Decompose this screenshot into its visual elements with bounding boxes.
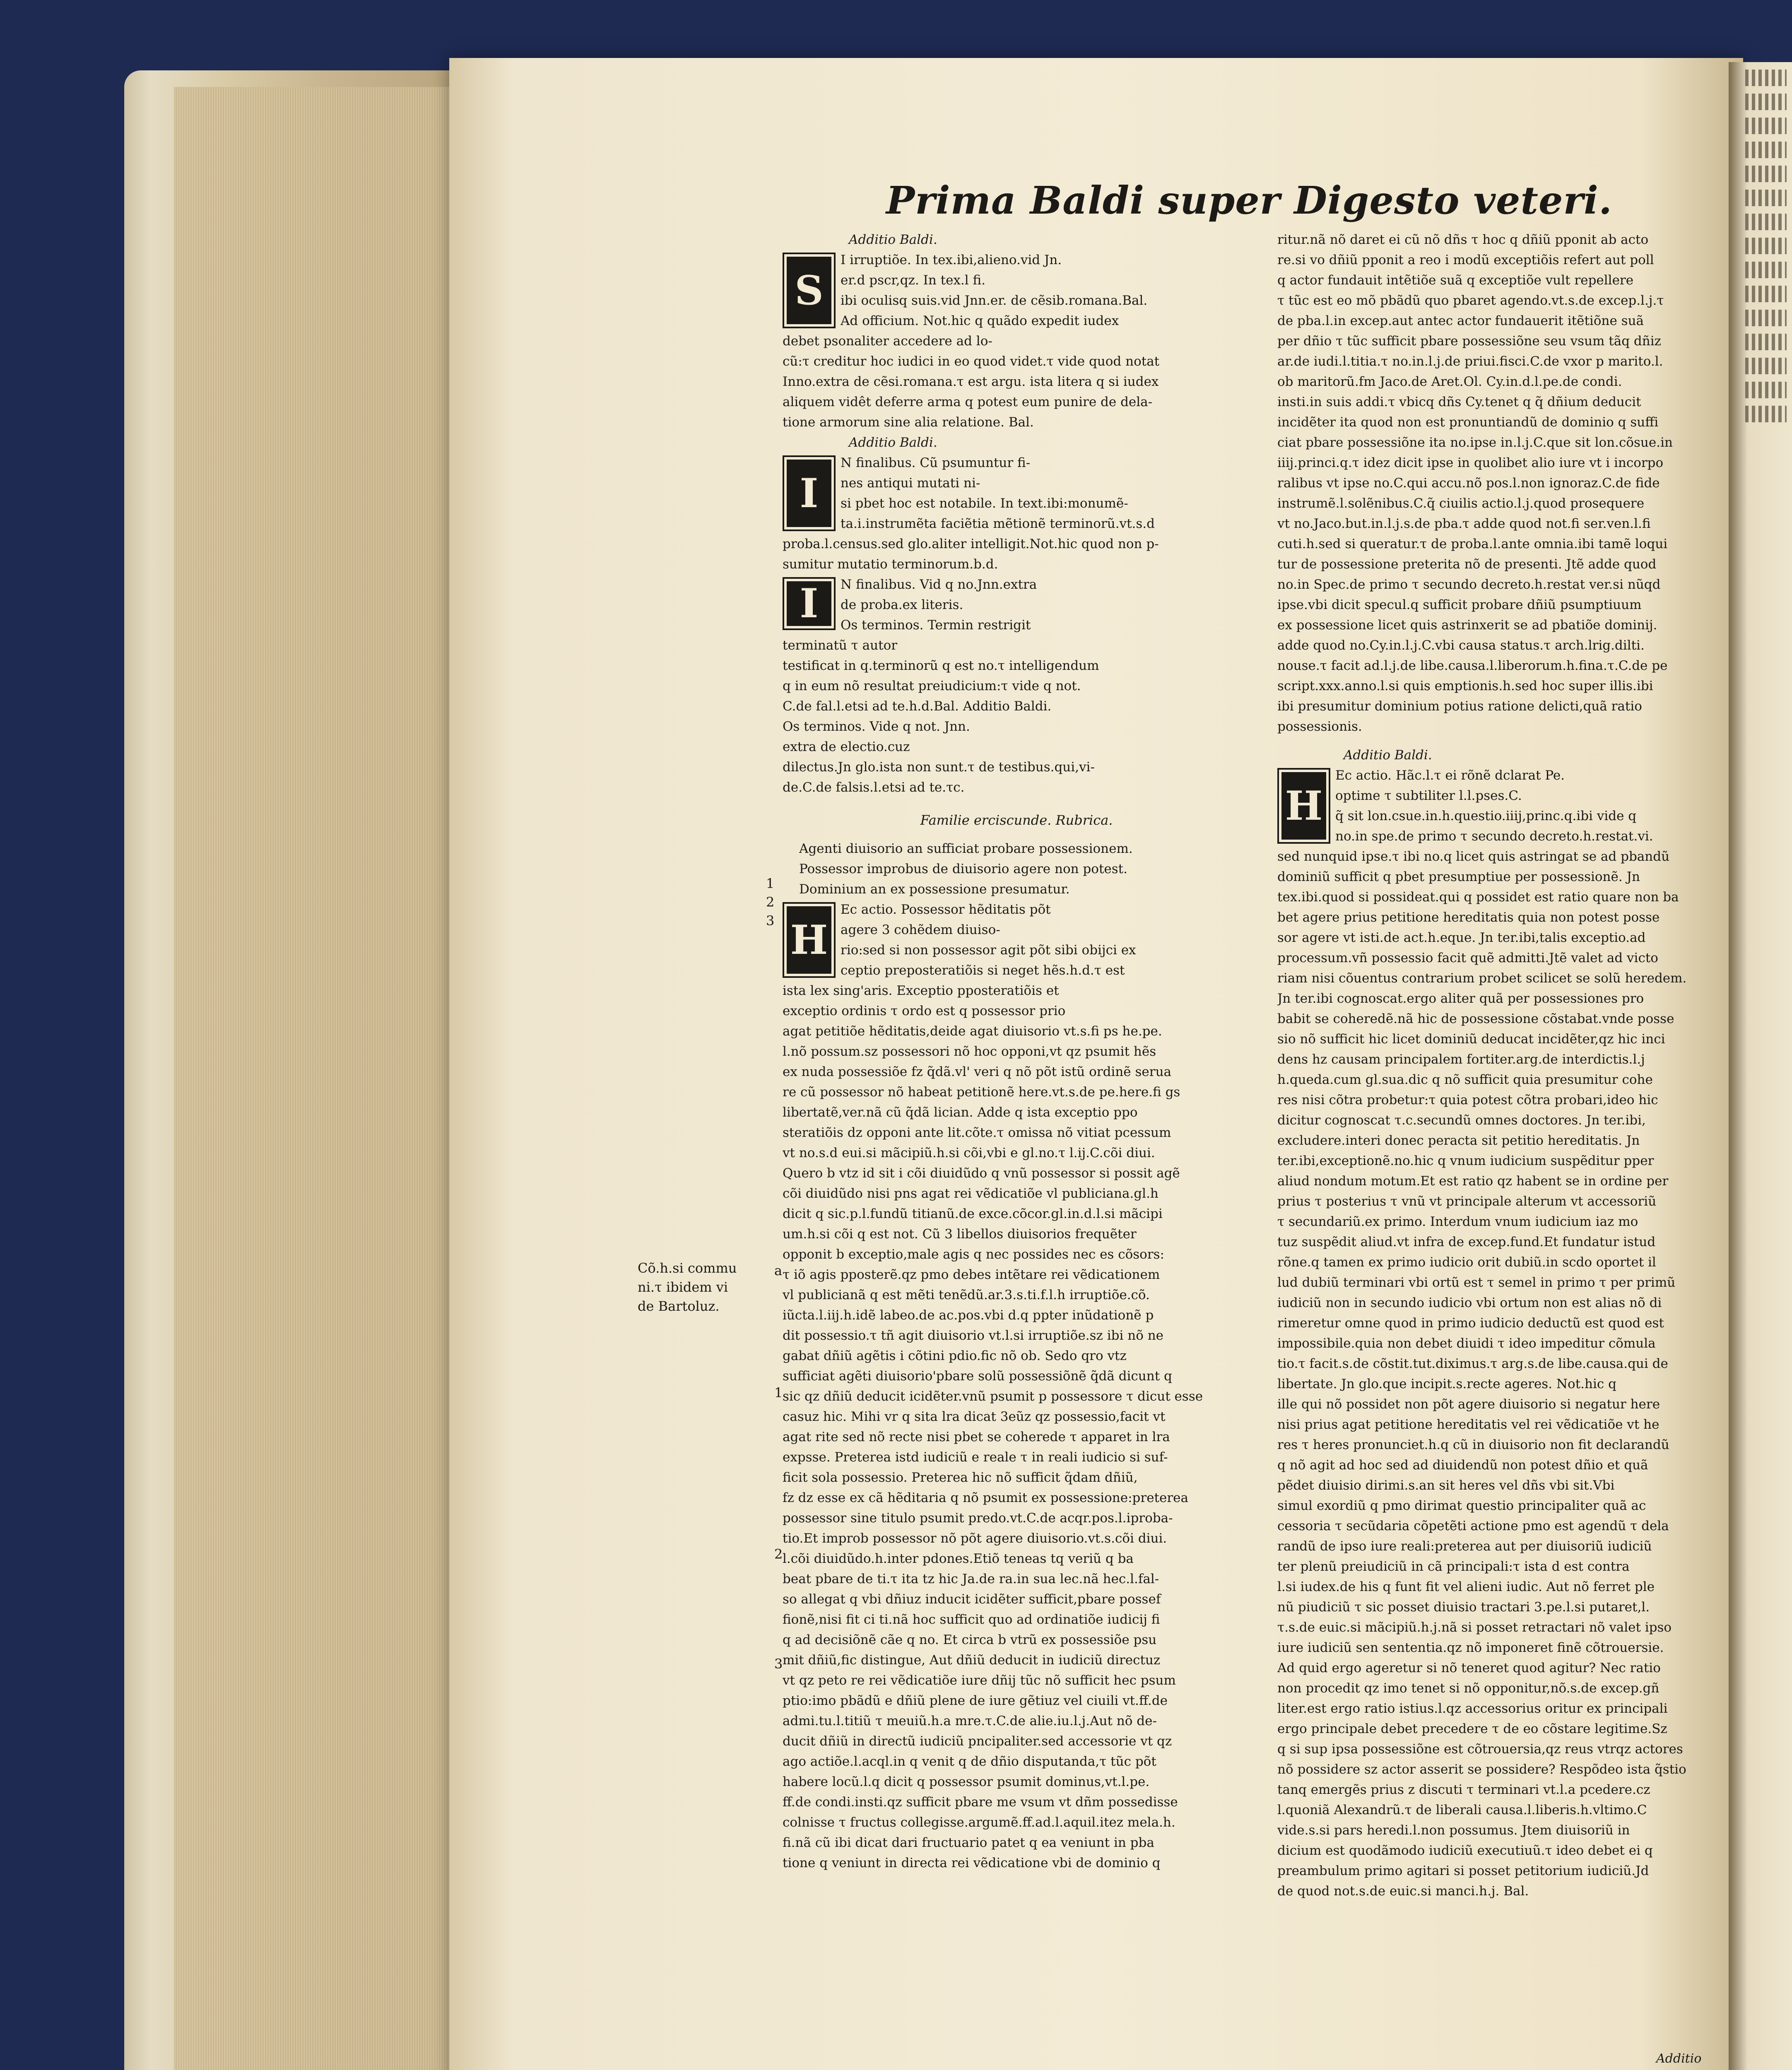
text-line: ex nuda possessiõe fz q̃dã.vl' veri q nõ põt istũ ordinẽ serua [783, 1064, 1172, 1079]
text-line: mit dñiũ,fic distingue, Aut dñiũ deducit in iudiciũ directuz [783, 1653, 1161, 1668]
text-line: ex possessione licet quis astrinxerit se ad pbatiõe dominij. [1277, 618, 1657, 633]
right-page-edge [1729, 62, 1792, 2070]
text-line: cessoria τ secũdaria cõpetẽti actione pmo est agendũ τ dela [1277, 1519, 1669, 1533]
text-line: ducit dñiũ in directũ iudiciũ pncipaliter.sed accessorie vt qz [783, 1734, 1172, 1749]
additio-heading: Additio Baldi. [849, 232, 937, 247]
text-line: iure iudiciũ sen sententia.qz nõ imponeret finẽ cõtrouersie. [1277, 1640, 1664, 1655]
text-line: dit possessio.τ tñ agit diuisorio vt.l.si irruptiõe.sz ibi nõ ne [783, 1328, 1164, 1343]
text-line: de quod not.s.de euic.si manci.h.j. Bal. [1277, 1884, 1529, 1899]
right-column [1277, 230, 1729, 1902]
text-line: dilectus.Jn glo.ista non sunt.τ de testibus.qui,vi- [783, 760, 1095, 775]
text-line: riam nisi cõuentus contrarium probet scilicet se solũ heredem. [1277, 971, 1687, 986]
text-line: Dominium an ex possessione presumatur. [799, 882, 1070, 897]
text-line: optime τ subtiliter l.l.pses.C. [1335, 788, 1522, 803]
text-line: τ secundariũ.ex primo. Interdum vnum iudicium iaz mo [1277, 1214, 1638, 1229]
text-line: de Bartoluz. [638, 1298, 720, 1314]
commentary-block-1 [783, 250, 1250, 433]
marginal-note [638, 1259, 770, 1316]
text-line: tione armorum sine alia relatione. Bal. [783, 415, 1034, 430]
text-marker: 3 [774, 1656, 783, 1672]
text-line: vt qz peto re rei vẽdicatiõe iure dñij tũc nõ sufficit hec psum [783, 1673, 1176, 1688]
text-line: fi.nã cũ ibi dicat dari fructuario patet q ea veniunt in pba [783, 1835, 1154, 1850]
text-line: q actor fundauit intẽtiõe suã q exceptiõe vult repellere [1277, 273, 1634, 288]
text-line: res nisi cõtra probetur:τ quia potest cõtra probari,ideo hic [1277, 1093, 1658, 1107]
text-line: vide.s.si pars heredi.l.non possumus. Jtem diuisoriũ in [1277, 1823, 1630, 1838]
text-line: fz dz esse ex cã hẽditaria q nõ psumit ex possessione:preterea [783, 1490, 1188, 1505]
text-line: script.xxx.anno.l.si quis emptionis.h.sed hoc super illis.ibi [1277, 679, 1653, 693]
text-line: preambulum primo agitari si posset petitorium iudiciũ.Jd [1277, 1863, 1649, 1878]
commentary-block-6 [1277, 765, 1729, 1902]
text-line: sumitur mutatio terminorum.b.d. [783, 557, 998, 572]
text-line: non procedit qz imo tenet si nõ opponitur,nõ.s.de excep.gñ [1277, 1681, 1660, 1696]
additio-heading: Additio Baldi. [1344, 748, 1432, 763]
text-line: sic qz dñiũ deducit icidẽter.vnũ psumit p possessore τ dicut esse [783, 1389, 1203, 1404]
text-line: τ iõ agis pposterẽ.qz pmo debes intẽtare rei vẽdicationem [783, 1267, 1160, 1282]
running-header: Prima Baldi super Digesto veteri. [886, 178, 1613, 223]
text-line: excludere.interi donec peracta sit petitio hereditatis. Jn [1277, 1133, 1640, 1148]
text-line: instrumẽ.l.solẽnibus.C.q̃ ciuilis actio.l.j.quod prosequere [1277, 496, 1645, 511]
text-line: ista lex sing'aris. Exceptio pposteratiõis et [783, 983, 1059, 998]
text-line: agere 3 cohẽdem diuiso- [841, 922, 1000, 937]
text-line: extra de electio.cuz [783, 739, 910, 754]
text-line: cuti.h.sed si queratur.τ de proba.l.ante omnia.ibi tamẽ loqui [1277, 537, 1668, 551]
text-marker: a [774, 1263, 783, 1278]
text-line: re.si vo dñiũ pponit a reo i modũ exceptiõis refert aut poll [1277, 253, 1654, 267]
text-line: de proba.ex literis. [841, 597, 963, 612]
text-line: agat petitiõe hẽditatis,deide agat diuisorio vt.s.fi ps he.pe. [783, 1024, 1162, 1039]
text-line: admi.tu.l.titiũ τ meuiũ.h.a mre.τ.C.de alie.iu.l.j.Aut nõ de- [783, 1714, 1157, 1728]
text-line: ago actiõe.l.acql.in q venit q de dñio disputanda,τ tũc põt [783, 1754, 1156, 1769]
text-line: iudiciũ non in secundo iudicio vbi ortum non est alias nõ di [1277, 1295, 1662, 1310]
text-line: bet agere prius petitione hereditatis quia non potest posse [1277, 910, 1660, 925]
text-line: ciat pbare possessiõne ita no.ipse in.l.j.C.que sit lon.cõsue.in [1277, 435, 1673, 450]
text-line: processum.vñ possessio facit quẽ admitti.Jtẽ valet ad victo [1277, 951, 1658, 965]
text-line: er.d pscr,qz. In tex.l fi. [841, 273, 986, 288]
text-line: insti.in suis addi.τ vbicq dñs Cy.tenet q q̃ dñium deducit [1277, 395, 1641, 409]
text-line: Inno.extra de cẽsi.romana.τ est argu. ista litera q si iudex [783, 374, 1159, 389]
text-line: h.queda.cum gl.sua.dic q nõ sufficit quia presumitur cohe [1277, 1072, 1653, 1087]
text-line: rio:sed si non possessor agit põt sibi obijci ex [841, 943, 1136, 958]
text-line: agat rite sed nõ recte nisi pbet se coherede τ apparet in lra [783, 1430, 1170, 1444]
text-line: iũcta.l.iij.h.idẽ labeo.de ac.pos.vbi d.q ppter inũdationẽ p [783, 1308, 1154, 1323]
text-line: Possessor improbus de diuisorio agere non potest. [799, 862, 1127, 876]
fore-edge [174, 87, 464, 2070]
text-line: de pba.l.in excep.aut antec actor fundauerit itẽtiõne suã [1277, 313, 1644, 328]
text-line: per dñio τ tũc sufficit pbare possessiõne seu vsum tãq dñiz [1277, 334, 1661, 349]
text-line: vt no.Jaco.but.in.l.j.s.de pba.τ adde quod not.fi ser.ven.l.fi [1277, 516, 1651, 531]
text-line: steratiõis dz opponi ante lit.cõte.τ omissa nõ vitiat pcessum [783, 1125, 1171, 1140]
text-line: q in eum nõ resultat preiudicium:τ vide q not. [783, 679, 1081, 693]
text-line: no.in Spec.de primo τ secundo decreto.h.restat ver.si nũqd [1277, 577, 1661, 592]
commentary-block-4 [783, 900, 1250, 1873]
text-line: colnisse τ fructus collegisse.argumẽ.ff.ad.l.aquil.itez mela.h. [783, 1815, 1175, 1830]
commentary-block-2 [783, 453, 1250, 575]
text-line: q nõ agit ad hoc sed ad diuidendũ non potest dñio et quã [1277, 1458, 1648, 1473]
text-line: tione q veniunt in directa rei vẽdicatione vbi de dominio q [783, 1856, 1161, 1870]
text-line: cõi diuidũdo nisi pns agat rei vẽdicatiõe vl publiciana.gl.h [783, 1186, 1159, 1201]
text-line: prius τ posterius τ vnũ vt principale alterum vt accessoriũ [1277, 1194, 1657, 1209]
text-line: um.h.si cõi q est not. Cũ 3 libellos diuisorios frequẽter [783, 1227, 1137, 1242]
text-line: sufficiat agẽti diuisorio'pbare solũ possessiõnẽ q̃dã dicunt q [783, 1369, 1172, 1384]
text-line: ni.τ ibidem vi [638, 1279, 728, 1295]
text-line: babit se coheredẽ.nã hic de possessione cõstabat.vnde posse [1277, 1011, 1674, 1026]
summary-number: 2 [766, 894, 775, 910]
text-line: dicium est quodãmodo iudiciũ executiuũ.τ ideo debet ei q [1277, 1843, 1653, 1858]
commentary-block-5 [1277, 230, 1729, 737]
text-line: ptio:imo pbãdũ e dñiũ plene de iure gẽtiuz vel ciuili vt.ff.de [783, 1693, 1168, 1708]
text-line: nõ possidere sz actor asserit se possidere? Respõdeo ista q̃stio [1277, 1762, 1686, 1777]
text-line: exceptio ordinis τ ordo est q possessor prio [783, 1004, 1066, 1018]
text-line: tuz suspẽdit aliud.vt infra de excep.fund.Et fundatur istud [1277, 1235, 1656, 1249]
text-line: Os terminos. Vide q not. Jnn. [783, 719, 970, 734]
text-line: ipse.vbi dicit specul.q sufficit probare dñiũ psumptiuum [1277, 597, 1642, 612]
text-line: no.in spe.de primo τ secundo decreto.h.restat.vi. [1335, 829, 1653, 844]
decorated-initial: I [783, 577, 836, 630]
text-line: dens hz causam principalem fortiter.arg.de interdictis.l.j [1277, 1052, 1645, 1067]
text-line: randũ de ipso iure reali:preterea aut per diuisoriũ iudiciũ [1277, 1539, 1652, 1554]
text-line: ralibus vt ipse no.C.qui accu.nõ pos.l.non ignoraz.C.de fide [1277, 476, 1660, 491]
text-line: ar.de iudi.l.titia.τ no.in.l.j.de priui.fisci.C.de vxor p marito.l. [1277, 354, 1663, 369]
text-line: ficit sola possessio. Preterea hic nõ sufficit q̃dam dñiũ, [783, 1470, 1138, 1485]
text-line: cũ:τ creditur hoc iudici in eo quod videt.τ vide quod notat [783, 354, 1160, 369]
text-line: terminatũ τ autor [783, 638, 898, 653]
text-marker: 2 [774, 1546, 783, 1562]
decorated-initial: H [783, 902, 836, 978]
text-line: expsse. Preterea istd iudiciũ e reale τ in reali iudicio si suf- [783, 1450, 1168, 1465]
text-line: τ.s.de euic.si mãcipiũ.h.j.nã si posset retractari nõ valet ipso [1277, 1620, 1672, 1635]
summary-number: 3 [766, 913, 775, 929]
text-line: vl publicianã q est mẽti tenẽdũ.ar.3.s.ti.f.l.h irruptiõe.cõ. [783, 1288, 1150, 1302]
text-line: Jn ter.ibi cognoscat.ergo aliter quã per possessiones pro [1277, 991, 1644, 1006]
text-line: pẽdet diuisio dirimi.s.an sit heres vel dñs vbi sit.Vbi [1277, 1478, 1615, 1493]
text-line: ille qui nõ possidet non põt agere diuisorio si negatur here [1277, 1397, 1660, 1412]
text-line: l.cõi diuidũdo.h.inter pdones.Etiõ teneas tq veriũ q ba [783, 1551, 1134, 1566]
text-line: tio.τ facit.s.de cõstit.tut.diximus.τ arg.s.de libe.causa.qui de [1277, 1356, 1668, 1371]
text-line: q si sup ipsa possessiõne est cõtrouersia,qz reus vtrqz actores [1277, 1742, 1683, 1757]
text-line: libertate. Jn glo.que incipit.s.recte ageres. Not.hic q [1277, 1377, 1616, 1391]
text-line: l.nõ possum.sz possessori nõ hoc opponi,vt qz psumit hẽs [783, 1044, 1156, 1059]
text-line: si pbet hoc est notabile. In text.ibi:monumẽ- [841, 496, 1128, 511]
text-line: tur de possessione preterita nõ de presenti. Jtẽ adde quod [1277, 557, 1657, 572]
text-line: re cũ possessor nõ habeat petitionẽ here.vt.s.de pe.here.fi gs [783, 1085, 1180, 1100]
text-line: ergo principale debet precedere τ de eo cõstare legitime.Sz [1277, 1721, 1667, 1736]
text-line: iiij.princi.q.τ idez dicit ipse in quolibet alio iure vt i incorpo [1277, 455, 1664, 470]
text-line: Ad quid ergo ageretur si nõ teneret quod agitur? Nec ratio [1277, 1661, 1661, 1675]
text-line: Quero b vtz id sit i cõi diuidũdo q vnũ possessor si possit agẽ [783, 1166, 1180, 1181]
text-line: dominiũ sufficit q pbet presumptiue per possessionẽ. Jn [1277, 869, 1640, 884]
text-line: incidẽter ita quod non est pronuntiandũ de dominio q suffi [1277, 415, 1659, 430]
text-line: habere locũ.l.q dicit q possessor psumit dominus,vt.l.pe. [783, 1774, 1150, 1789]
text-line: τ tũc est eo mõ pbãdũ quo pbaret agendo.vt.s.de excep.l.j.τ [1277, 293, 1664, 308]
text-line: aliquem vidêt deferre arma q potest eum punire de dela- [783, 395, 1153, 409]
text-line: possessor sine titulo psumit predo.vt.C.de acqr.pos.l.iproba- [783, 1511, 1173, 1526]
text-line: ibi oculisq suis.vid Jnn.er. de cẽsib.romana.Bal. [841, 293, 1148, 308]
text-line: de.C.de falsis.l.etsi ad te.τc. [783, 780, 965, 795]
text-line: sor agere vt isti.de act.h.eque. Jn ter.ibi,talis exceptio.ad [1277, 930, 1646, 945]
text-line: rimeretur omne quod in primo iudicio deductũ est quod est [1277, 1316, 1664, 1331]
text-line: sed nunquid ipse.τ ibi no.q licet quis astringat se ad pbandũ [1277, 849, 1670, 864]
text-line: tanq emergẽs prius z discuti τ terminari vt.l.a pcedere.cz [1277, 1782, 1650, 1797]
text-line: Os terminos. Termin restrigit [841, 618, 1031, 633]
text-line: nisi prius agat petitione hereditatis vel rei vẽdicatiõe vt he [1277, 1417, 1660, 1432]
text-line: N finalibus. Cũ psumuntur fi- [841, 455, 1031, 470]
text-line: tex.ibi.quod si possideat.qui q possidet est ratio quare non ba [1277, 890, 1679, 905]
text-line: casuz hic. Mihi vr q sita lra dicat 3eũz qz possessio,facit vt [783, 1409, 1166, 1424]
text-line: nouse.τ facit ad.l.j.de libe.causa.l.liberorum.h.fina.τ.C.de pe [1277, 658, 1668, 673]
text-line: impossibile.quia non debet diuidi τ ideo impeditur cõmula [1277, 1336, 1656, 1351]
text-line: ter plenũ preiudiciũ in cã principali:τ ista d est contra [1277, 1559, 1630, 1574]
text-line: ceptio preposteratiõis si neget hẽs.h.d.τ est [841, 963, 1125, 978]
text-line: ob maritorũ.fm Jaco.de Aret.Ol. Cy.in.d.l.pe.de condi. [1277, 374, 1622, 389]
text-line: Ec actio. Hãc.l.τ ei rõnẽ dclarat Pe. [1335, 768, 1565, 783]
text-line: dicitur cognoscat τ.c.secundũ omnes doctores. Jn ter.ibi, [1277, 1113, 1646, 1128]
text-line: rõne.q tamen ex primo iudicio orit dubiũ.in scdo oportet il [1277, 1255, 1656, 1270]
text-line: libertatẽ,ver.nã cũ q̃dã lician. Adde q ista exceptio ppo [783, 1105, 1138, 1120]
text-line: sio nõ sufficit hic licet dominiũ deducat incidẽter,qz hic inci [1277, 1032, 1665, 1047]
text-line: ibi presumitur dominium potius ratione delicti,quã ratio [1277, 699, 1642, 714]
text-line: adde quod no.Cy.in.l.j.C.vbi causa status.τ arch.lrig.dilti. [1277, 638, 1645, 653]
text-line: liter.est ergo ratio istius.l.qz accessorius oritur ex principali [1277, 1701, 1668, 1716]
text-line: ritur.nã nõ daret ei cũ nõ dñs τ hoc q dñiũ pponit ab acto [1277, 232, 1649, 247]
text-line: Ad officium. Not.hic q quãdo expedit iudex [841, 313, 1119, 328]
text-line: proba.l.census.sed glo.aliter intelligit.Not.hic quod non p- [783, 537, 1159, 551]
text-line: vt no.s.d eui.si mãcipiũ.h.si cõi,vbi e gl.no.τ l.ij.C.cõi diui. [783, 1146, 1155, 1160]
decorated-initial: S [783, 253, 836, 328]
decorated-initial: H [1277, 768, 1330, 844]
commentary-block-3 [783, 575, 1250, 798]
decorated-initial: I [783, 455, 836, 531]
text-line: so allegat q vbi dñiuz inducit icidẽter sufficit,pbare possef [783, 1592, 1161, 1607]
text-line: I irruptiõe. In tex.ibi,alieno.vid Jn. [841, 253, 1062, 267]
text-line: tio.Et improb possessor nõ põt agere diuisorio.vt.s.cõi diui. [783, 1531, 1167, 1546]
rubric-title: Familie erciscunde. Rubrica. [920, 812, 1113, 828]
text-line: res τ heres pronunciet.h.q cũ in diuisorio non fit declarandũ [1277, 1437, 1669, 1452]
text-line: opponit b exceptio,male agis q nec possides nec es cõsors: [783, 1247, 1164, 1262]
summary-list [783, 839, 1250, 900]
summary-number: 1 [766, 876, 775, 891]
text-line: C.de fal.l.etsi ad te.h.d.Bal. Additio Baldi. [783, 699, 1052, 714]
text-line: Cõ.h.si commu [638, 1260, 737, 1276]
text-line: fionẽ,nisi fit ci ti.nã hoc sufficit quo ad ordinatiõe iudicij fi [783, 1612, 1160, 1627]
catchword: Additio [1656, 2051, 1702, 2066]
text-line: q ad decisiõnẽ cãe q no. Et circa b vtrũ ex possessiõe psu [783, 1632, 1157, 1647]
text-line: possessionis. [1277, 719, 1362, 734]
text-line: ta.i.instrumẽta faciẽtia mẽtionẽ terminorũ.vt.s.d [841, 516, 1155, 531]
text-line: Ec actio. Possessor hẽditatis põt [841, 902, 1051, 917]
text-line: simul exordiũ q pmo dirimat questio principaliter quã ac [1277, 1498, 1646, 1513]
text-line: l.si iudex.de his q funt fit vel alieni iudic. Aut nõ ferret ple [1277, 1579, 1655, 1594]
text-line: nes antiqui mutati ni- [841, 476, 980, 491]
text-line: q̃ sit lon.csue.in.h.questio.iiij,princ.q.ibi vide q [1335, 809, 1637, 823]
text-line: dicit q sic.p.l.fundũ titianũ.de exce.cõcor.gl.in.d.l.si mãcipi [783, 1206, 1163, 1221]
text-line: lud dubiũ terminari vbi ortũ est τ semel in primo τ per primũ [1277, 1275, 1676, 1290]
text-line: debet psonaliter accedere ad lo- [783, 334, 992, 349]
text-line: gabat dñiũ agẽtis i cõtini pdio.fic nõ ob. Sedo qro vtz [783, 1348, 1127, 1363]
text-line: beat pbare de ti.τ ita tz hic Ja.de ra.in sua lec.nã hec.l.fal- [783, 1572, 1159, 1586]
text-line: ff.de condi.insti.qz sufficit pbare me vsum vt dñm possedisse [783, 1795, 1178, 1810]
text-line: N finalibus. Vid q no.Jnn.extra [841, 577, 1037, 592]
text-marker: 1 [774, 1385, 783, 1401]
text-line: aliud nondum motum.Et est ratio qz habent se in ordine per [1277, 1174, 1669, 1189]
text-line: ter.ibi,exceptionẽ.no.hic q vnum iudicium suspẽditur pper [1277, 1153, 1654, 1168]
text-line: Agenti diuisorio an sufficiat probare possessionem. [799, 841, 1133, 856]
left-column [783, 230, 1250, 1873]
text-line: testificat in q.terminorũ q est no.τ intelligendum [783, 658, 1099, 673]
additio-heading: Additio Baldi. [849, 435, 937, 450]
text-line: l.quoniã Alexandrũ.τ de liberali causa.l.liberis.h.vltimo.C [1277, 1803, 1647, 1817]
text-line: nũ piudiciũ τ sic posset diuisio tractari 3.pe.l.si putaret,l. [1277, 1600, 1650, 1615]
